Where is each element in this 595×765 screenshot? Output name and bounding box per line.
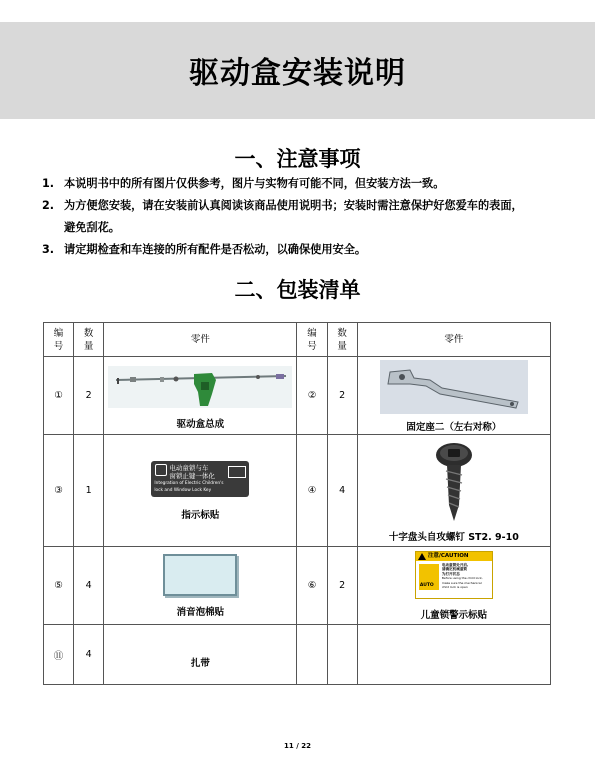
bracket-icon — [380, 360, 528, 414]
item-number: ⑥ — [297, 547, 327, 625]
warning-label-icon — [415, 551, 493, 599]
col-header-qty: 数 量 — [74, 323, 104, 357]
item-number: ⑤ — [44, 547, 74, 625]
item-number: ④ — [297, 435, 327, 547]
packing-table — [43, 322, 551, 685]
table-row — [44, 547, 551, 625]
note-text: 本说明书中的所有图片仅供参考，图片与实物有可能不同，但安装方法一致。 — [64, 177, 445, 190]
col-header-qty: 数 量 — [327, 323, 357, 357]
item-quantity: 1 — [74, 435, 104, 547]
item-part — [104, 435, 297, 547]
note-number: 2. — [42, 199, 55, 212]
col-header-no: 编 号 — [297, 323, 327, 357]
item-name: 扎带 — [190, 657, 210, 669]
label-text-cn-2: 窗锁止键一体化 — [169, 471, 215, 480]
title-banner — [0, 22, 595, 119]
item-number: ① — [44, 357, 74, 435]
col-header-no: 编 号 — [44, 323, 74, 357]
item-name: 固定座二（左右对称） — [406, 422, 502, 433]
note-number: 3. — [42, 243, 55, 256]
empty-cell — [327, 625, 357, 685]
table-row — [44, 357, 551, 435]
item-part — [357, 547, 550, 625]
drive-box-assembly-icon — [108, 364, 292, 410]
warning-title: 注意/CAUTION — [416, 552, 492, 561]
page-title: 驱动盒安装说明 — [189, 56, 406, 91]
warning-text: make sure the mechanical — [441, 580, 482, 585]
note-number: 1. — [42, 177, 55, 190]
item-part — [104, 357, 297, 435]
table-header-row — [44, 323, 551, 357]
empty-cell — [357, 625, 550, 685]
label-text-en-2: lock and Window Lock Key — [154, 487, 212, 493]
warning-text: 请确定机械童锁 — [441, 567, 468, 572]
note-text: 请定期检查和车连接的所有配件是否松动，以确保使用安全。 — [64, 243, 367, 256]
warning-text: 电动童锁处开启, — [441, 562, 469, 567]
item-part — [104, 625, 297, 685]
note-text: 避免刮花。 — [64, 221, 120, 234]
indicator-label-icon — [151, 461, 249, 497]
page-number: 11 / 22 — [284, 742, 311, 750]
item-name: 指示标贴 — [181, 509, 220, 521]
warning-text: 为打开状态 — [441, 571, 460, 576]
item-part — [104, 547, 297, 625]
note-item — [42, 239, 562, 261]
screw-icon — [422, 441, 486, 523]
notes-heading: 一、注意事项 — [234, 147, 361, 171]
item-quantity: 4 — [74, 625, 104, 685]
item-part — [357, 435, 550, 547]
label-text-en-1: Integration of Electric Children's — [154, 480, 224, 486]
item-quantity: 2 — [327, 357, 357, 435]
item-name: 儿童锁警示标贴 — [420, 609, 488, 621]
item-part — [357, 357, 550, 435]
table-row — [44, 435, 551, 547]
warning-text: Before using the child lock, — [441, 576, 483, 581]
note-item — [42, 173, 562, 195]
foam-pad-icon — [163, 554, 237, 596]
item-name: 消音泡棉贴 — [176, 606, 225, 618]
warning-text: child lock is open — [441, 585, 468, 590]
item-name: 驱动盒总成 — [176, 418, 225, 430]
note-text: 为方便您安装，请在安装前认真阅读该商品使用说明书；安装时需注意保护好您爱车的表面， — [64, 199, 523, 212]
packing-heading: 二、包装清单 — [234, 278, 361, 302]
item-number: ③ — [44, 435, 74, 547]
col-header-part: 零件 — [104, 323, 297, 357]
item-quantity: 4 — [74, 547, 104, 625]
item-quantity: 4 — [327, 435, 357, 547]
notes-list — [42, 173, 562, 261]
label-text-cn-1: 电动童锁与车 — [169, 463, 209, 472]
note-item — [42, 195, 562, 239]
item-number: ⑪ — [44, 625, 74, 685]
warning-badge: AUTO — [419, 582, 434, 588]
col-header-part: 零件 — [357, 323, 550, 357]
empty-cell — [297, 625, 327, 685]
item-name: 十字盘头自攻螺钉 ST2. 9-10 — [388, 531, 519, 543]
item-number: ② — [297, 357, 327, 435]
table-row — [44, 625, 551, 685]
item-quantity: 2 — [74, 357, 104, 435]
item-quantity: 2 — [327, 547, 357, 625]
